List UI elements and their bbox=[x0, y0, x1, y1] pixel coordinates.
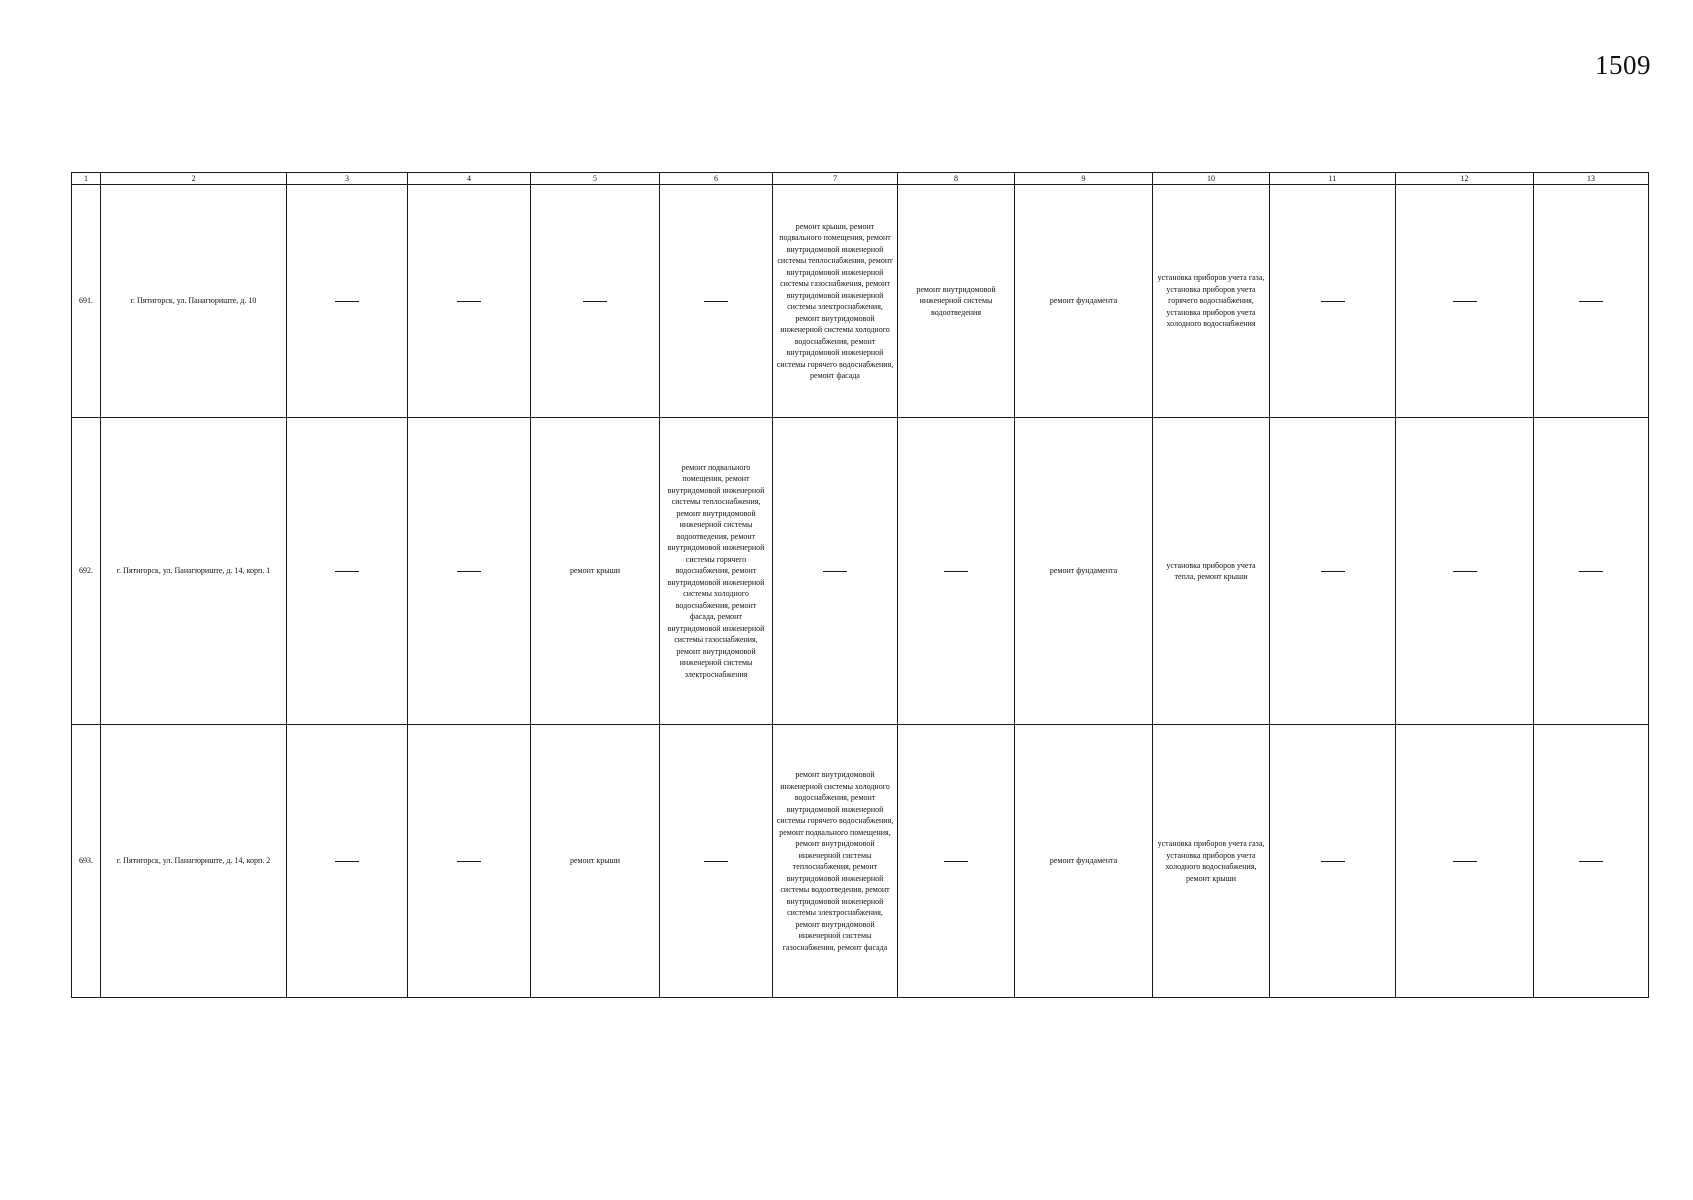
work-cell: ремонт фундамента bbox=[1015, 725, 1153, 998]
column-header: 2 bbox=[101, 173, 287, 185]
dash-mark bbox=[335, 571, 359, 572]
column-header: 1 bbox=[72, 173, 101, 185]
empty-cell bbox=[1270, 418, 1396, 725]
page-number: 1509 bbox=[1595, 50, 1651, 80]
dash-mark bbox=[457, 301, 481, 302]
empty-cell bbox=[660, 185, 773, 418]
empty-cell bbox=[1396, 725, 1534, 998]
empty-cell bbox=[1534, 418, 1649, 725]
dash-mark bbox=[823, 571, 847, 572]
work-cell: установка приборов учета тепла, ремонт крыши bbox=[1153, 418, 1270, 725]
empty-cell bbox=[408, 418, 531, 725]
dash-mark bbox=[457, 861, 481, 862]
empty-cell bbox=[1534, 185, 1649, 418]
work-cell: ремонт фундамента bbox=[1015, 185, 1153, 418]
column-header: 11 bbox=[1270, 173, 1396, 185]
row-number: 693. bbox=[72, 725, 101, 998]
empty-cell bbox=[898, 725, 1015, 998]
column-header: 9 bbox=[1015, 173, 1153, 185]
dash-mark bbox=[1453, 571, 1477, 572]
repair-schedule-table bbox=[71, 172, 1649, 998]
empty-cell bbox=[1270, 185, 1396, 418]
dash-mark bbox=[1579, 571, 1603, 572]
dash-mark bbox=[1453, 861, 1477, 862]
dash-mark bbox=[1321, 861, 1345, 862]
empty-cell bbox=[898, 418, 1015, 725]
dash-mark bbox=[335, 861, 359, 862]
dash-mark bbox=[1321, 571, 1345, 572]
dash-mark bbox=[583, 301, 607, 302]
column-header: 5 bbox=[531, 173, 660, 185]
empty-cell bbox=[1396, 418, 1534, 725]
table-row bbox=[72, 725, 1649, 998]
work-cell: ремонт крыши bbox=[531, 418, 660, 725]
work-cell: ремонт крыши, ремонт подвального помещения, ремонт внутридомовой инженерной системы теплоснабжения, ремонт внутридомовой инженерной системы газоснабжения, ремонт внутридомовой инженерной системы электроснабжения, ремонт внутридомовой инженерной системы холодного водоснабжения, ремонт внутридомовой инженерной системы горячего водоснабжения, ремонт фасада bbox=[773, 185, 898, 418]
work-cell: ремонт внутридомовой инженерной системы холодного водоснабжения, ремонт внутридомовой инженерной системы горячего водоснабжения, ремонт подвального помещения, ремонт внутридомовой инженерной системы теплоснабжения, ремонт внутридомовой инженерной системы водоотведения, ремонт внутридомовой инженерной системы электроснабжения, ремонт внутридомовой инженерной системы газоснабжения, ремонт фасада bbox=[773, 725, 898, 998]
column-header: 12 bbox=[1396, 173, 1534, 185]
dash-mark bbox=[1579, 861, 1603, 862]
column-header: 6 bbox=[660, 173, 773, 185]
work-cell: установка приборов учета газа, установка приборов учета холодного водоснабжения, ремонт крыши bbox=[1153, 725, 1270, 998]
empty-cell bbox=[1270, 725, 1396, 998]
work-cell: ремонт подвального помещения, ремонт внутридомовой инженерной системы теплоснабжения, ремонт внутридомовой инженерной системы водоотведения, ремонт внутридомовой инженерной системы горячего водоснабжения, ремонт внутридомовой инженерной системы холодного водоснабжения, ремонт фасада, ремонт внутридомовой инженерной системы газоснабжения, ремонт внутридомовой инженерной системы электроснабжения bbox=[660, 418, 773, 725]
dash-mark bbox=[335, 301, 359, 302]
empty-cell bbox=[287, 185, 408, 418]
empty-cell bbox=[287, 725, 408, 998]
address-cell: г. Пятигорск, ул. Панагюриште, д. 14, корп. 2 bbox=[101, 725, 287, 998]
empty-cell bbox=[1396, 185, 1534, 418]
column-header: 3 bbox=[287, 173, 408, 185]
work-cell: ремонт внутридомовой инженерной системы водоотведения bbox=[898, 185, 1015, 418]
work-cell: установка приборов учета газа, установка приборов учета горячего водоснабжения, установка приборов учета холодного водоснабжения bbox=[1153, 185, 1270, 418]
dash-mark bbox=[1579, 301, 1603, 302]
empty-cell bbox=[660, 725, 773, 998]
row-number: 691. bbox=[72, 185, 101, 418]
dash-mark bbox=[944, 861, 968, 862]
empty-cell bbox=[531, 185, 660, 418]
dash-mark bbox=[1321, 301, 1345, 302]
row-number: 692. bbox=[72, 418, 101, 725]
column-header: 7 bbox=[773, 173, 898, 185]
column-header: 4 bbox=[408, 173, 531, 185]
dash-mark bbox=[457, 571, 481, 572]
empty-cell bbox=[408, 185, 531, 418]
address-cell: г. Пятигорск, ул. Панагюриште, д. 14, корп. 1 bbox=[101, 418, 287, 725]
empty-cell bbox=[1534, 725, 1649, 998]
address-cell: г. Пятигорск, ул. Панагюриште, д. 10 bbox=[101, 185, 287, 418]
column-header: 13 bbox=[1534, 173, 1649, 185]
empty-cell bbox=[773, 418, 898, 725]
dash-mark bbox=[704, 861, 728, 862]
table-row bbox=[72, 418, 1649, 725]
dash-mark bbox=[704, 301, 728, 302]
column-header: 10 bbox=[1153, 173, 1270, 185]
work-cell: ремонт крыши bbox=[531, 725, 660, 998]
column-header: 8 bbox=[898, 173, 1015, 185]
empty-cell bbox=[408, 725, 531, 998]
table-row bbox=[72, 185, 1649, 418]
dash-mark bbox=[1453, 301, 1477, 302]
column-number-row bbox=[72, 173, 1649, 185]
work-cell: ремонт фундамента bbox=[1015, 418, 1153, 725]
dash-mark bbox=[944, 571, 968, 572]
empty-cell bbox=[287, 418, 408, 725]
